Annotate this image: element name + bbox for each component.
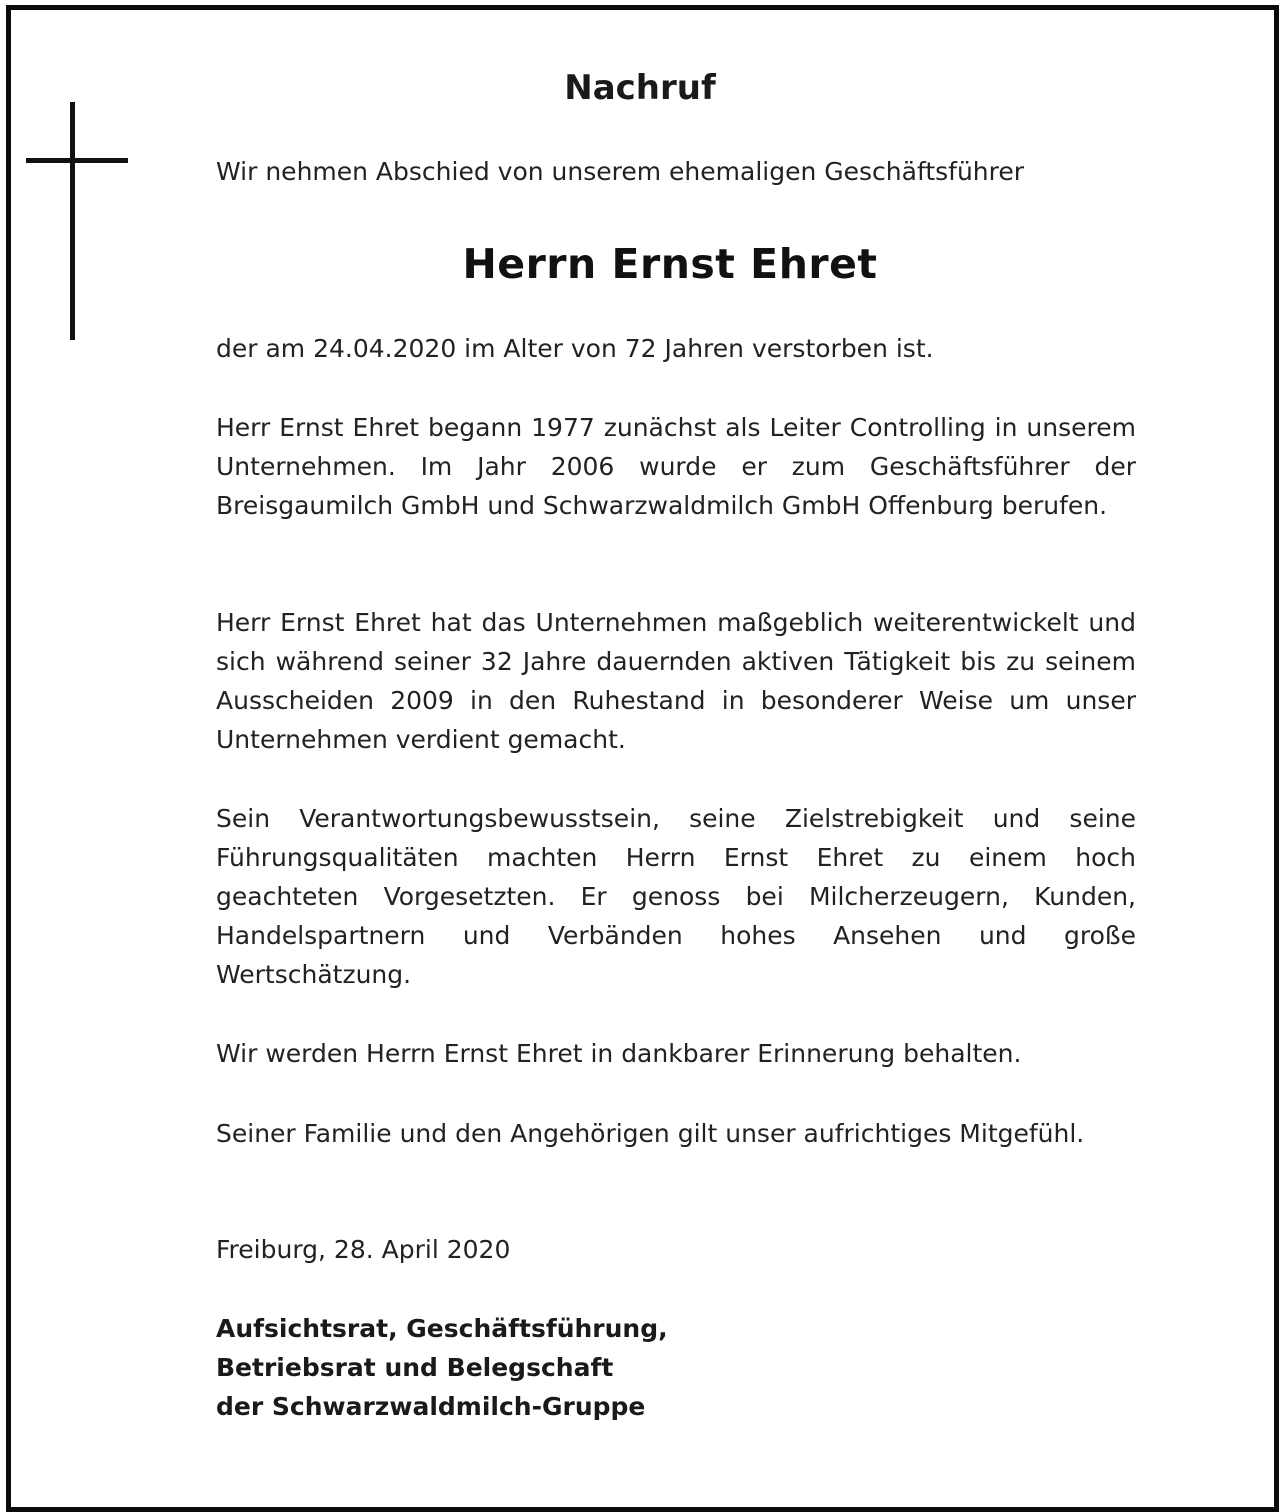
death-line-block [216,329,1136,368]
cross-horizontal-bar [26,158,128,163]
death-line: der am 24.04.2020 im Alter von 72 Jahren verstorben ist. [216,334,934,363]
paragraph-2-block [216,603,1136,759]
paragraph: Herr Ernst Ehret begann 1977 zunächst als Leiter Controlling in unserem Unternehmen. Im Jahr 2006 wurde er zum Geschäftsführer der Breisgaumilch GmbH und Schwarzwaldmilch GmbH Offenburg berufen. [216,413,1136,520]
signature-block [216,1309,1136,1426]
deceased-name: Herrn Ernst Ehret [462,240,878,288]
place-date: Freiburg, 28. April 2020 [216,1235,511,1264]
paragraph-1-block [216,408,1136,525]
paragraph-5-block [216,1114,1136,1153]
cross-icon [26,102,128,340]
notice-title: Nachruf [564,68,716,108]
signature-line: der Schwarzwaldmilch-Gruppe [216,1392,646,1421]
intro-text: Wir nehmen Abschied von unserem ehemaligen Geschäftsführer [216,157,1025,186]
paragraph: Seiner Familie und den Angehörigen gilt unser aufrichtiges Mitgefühl. [216,1119,1085,1148]
intro-block [216,152,1136,191]
cross-vertical-bar [70,102,75,340]
paragraph: Herr Ernst Ehret hat das Unternehmen maßgeblich weiterentwickelt und sich während seiner 32 Jahre dauernden aktiven Tätigkeit bis zu seinem Ausscheiden 2009 in den Ruhestand in besonderer Weise um unser Unternehmen verdient gemacht. [216,608,1136,754]
place-date-block [216,1230,1136,1269]
paragraph-4-block [216,1034,1136,1073]
signature-line: Aufsichtsrat, Geschäftsführung, [216,1314,668,1343]
signature-line: Betriebsrat und Belegschaft [216,1353,614,1382]
paragraph-3-block [216,799,1136,994]
paragraph: Wir werden Herrn Ernst Ehret in dankbarer Erinnerung behalten. [216,1039,1022,1068]
paragraph: Sein Verantwortungsbewusstsein, seine Zielstrebigkeit und seine Führungsqualitäten machten Herrn Ernst Ehret zu einem hoch geachteten Vorgesetzten. Er genoss bei Milcherzeugern, Kunden, Handelspartnern und Verbänden hohes Ansehen und große Wertschätzung. [216,804,1136,989]
